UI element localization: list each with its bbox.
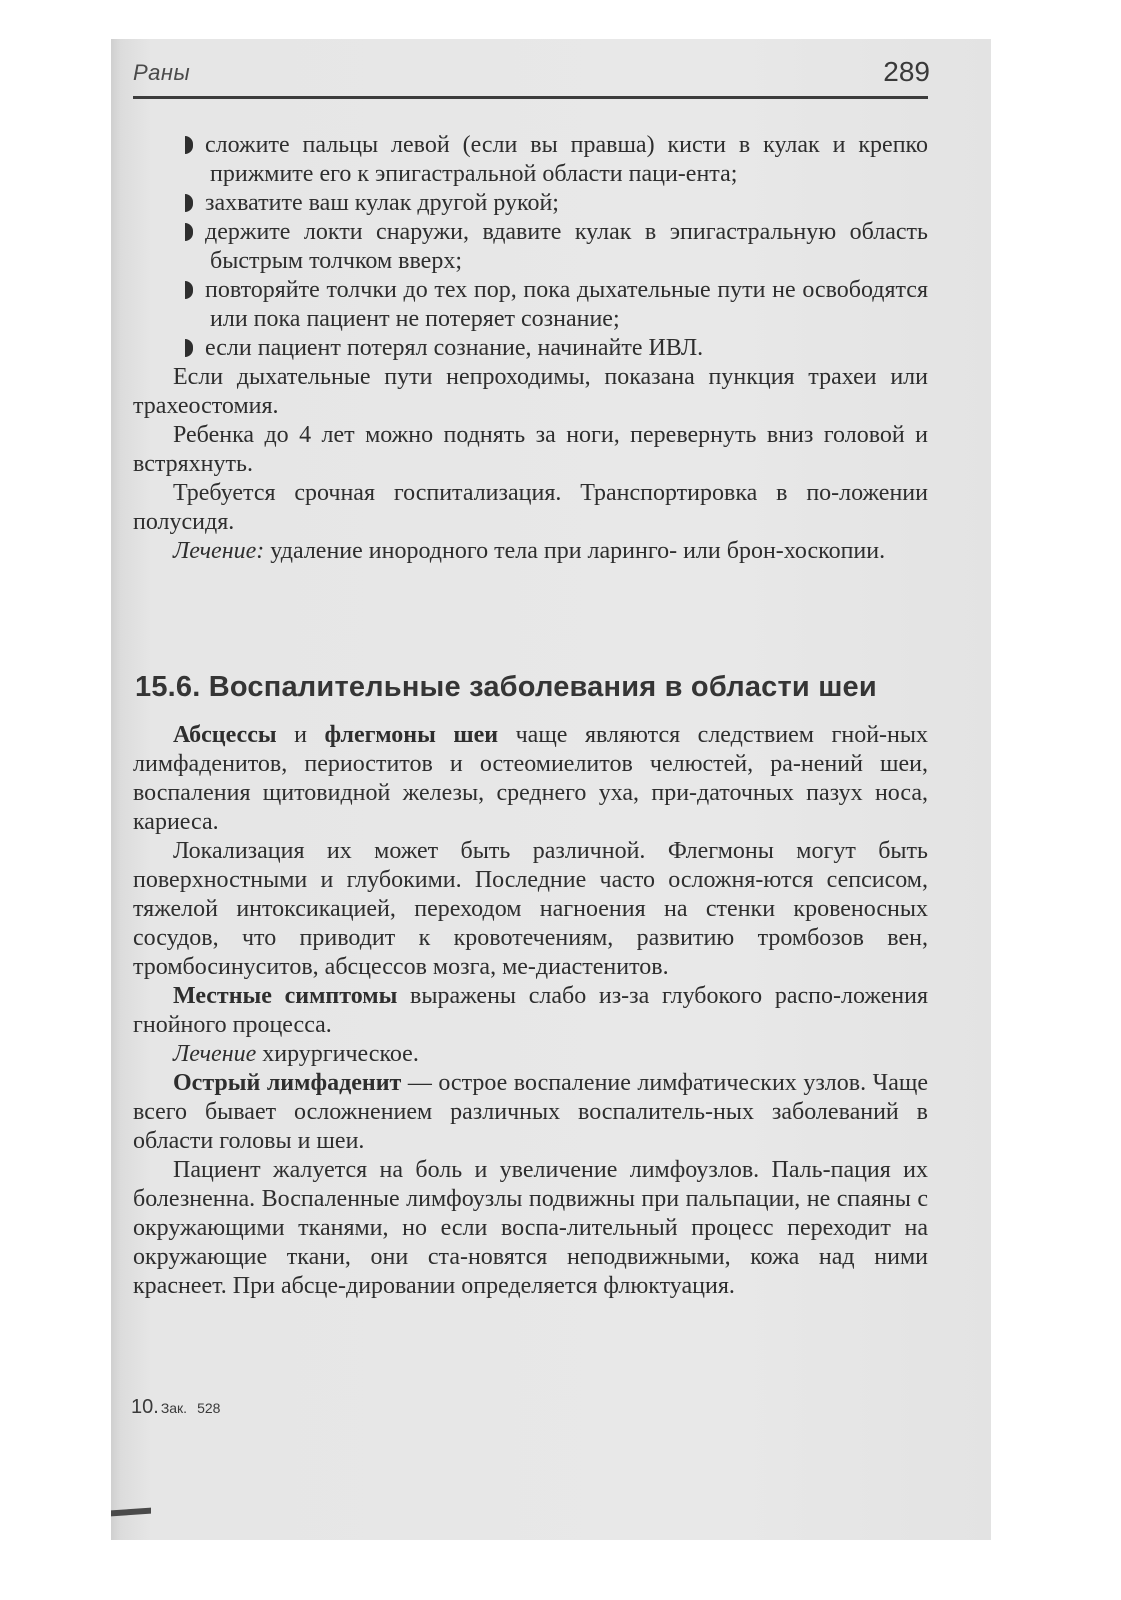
list-item: если пациент потерял сознание, начинайте ИВЛ. <box>133 334 928 363</box>
bullet-list <box>133 131 928 363</box>
term-local-symptoms: Местные симптомы <box>173 983 398 1009</box>
list-item: повторяйте толчки до тех пор, пока дыхательные пути не освободятся или пока пациент не потеряет сознание; <box>133 276 928 334</box>
paragraph: Пациент жалуется на боль и увеличение лимфоузлов. Паль-пация их болезненна. Воспаленные лимфоузлы подвижны при пальпации, не спаяны с окружающими тканями, но если воспа-лительный процесс переходит на окружающие ткани, они ста-новятся неподвижными, кожа над ними краснеет. При абсце-дировании определяется флюктуация. <box>133 1157 928 1299</box>
paragraph: Острый лимфаденит — острое воспаление лимфатических узлов. Чаще всего бывает осложнением различных воспалитель-ных заболеваний в области головы и шеи. <box>133 1070 928 1154</box>
treatment-label: Лечение: <box>173 538 265 564</box>
term-acute-lymphadenitis: Острый лимфаденит <box>173 1070 402 1096</box>
page-number: 289 <box>883 56 930 87</box>
section-body <box>133 721 928 1301</box>
signature-number: 10. <box>131 1396 159 1418</box>
order-label: Зак. <box>160 1400 188 1416</box>
paragraph: Локализация их может быть различной. Флегмоны могут быть поверхностными и глубокими. Последние часто осложня-ются сепсисом, тяжелой интоксикацией, переходом нагноения на стенки кровеносных сосудов, что приводит к кровотечениям, развитию тромбозов вен, тромбосинуситов, абсцессов мозга, ме-диастенитов. <box>133 838 928 980</box>
paragraph: Местные симптомы выражены слабо из-за глубокого распо-ложения гнойного процесса. <box>133 983 928 1038</box>
order-number: 528 <box>197 1400 221 1416</box>
paragraph: Лечение хирургическое. <box>173 1041 419 1067</box>
bullet-icon <box>185 136 193 154</box>
list-item: захватите ваш кулак другой рукой; <box>133 189 928 218</box>
list-item: держите локти снаружи, вдавите кулак в эпигастральную область быстрым толчком вверх; <box>133 218 928 276</box>
header-rule <box>133 96 928 99</box>
bullet-list-block <box>133 131 928 566</box>
bullet-icon <box>185 223 193 241</box>
paragraph: Лечение: удаление инородного тела при ларинго- или брон-хоскопии. <box>173 538 886 564</box>
paragraph: Требуется срочная госпитализация. Транспортировка в по-ложении полусидя. <box>133 480 928 535</box>
paragraph: Ребенка до 4 лет можно поднять за ноги, перевернуть вниз головой и встряхнуть. <box>133 422 928 477</box>
bullet-icon <box>185 281 193 299</box>
paragraph: Абсцессы и флегмоны шеи чаще являются следствием гной-ных лимфаденитов, периоститов и остеомиелитов челюстей, ра-нений шеи, воспаления щитовидной железы, среднего уха, при-даточных пазух носа, кариеса. <box>133 722 929 835</box>
page-footer <box>131 1396 220 1419</box>
term-phlegmons: флегмоны шеи <box>324 722 499 748</box>
bullet-icon <box>185 339 193 357</box>
treatment-label: Лечение <box>173 1041 257 1067</box>
bullet-icon <box>185 194 193 212</box>
term-abscesses: Абсцессы <box>173 722 277 748</box>
paragraph: Если дыхательные пути непроходимы, показана пункция трахеи или трахеостомия. <box>133 364 928 419</box>
section-title: 15.6. Воспалительные заболевания в области шеи <box>135 671 877 703</box>
running-head: Раны <box>133 60 191 85</box>
list-item: сложите пальцы левой (если вы правша) кисти в кулак и крепко прижмите его к эпигастральной области паци-ента; <box>133 131 928 189</box>
